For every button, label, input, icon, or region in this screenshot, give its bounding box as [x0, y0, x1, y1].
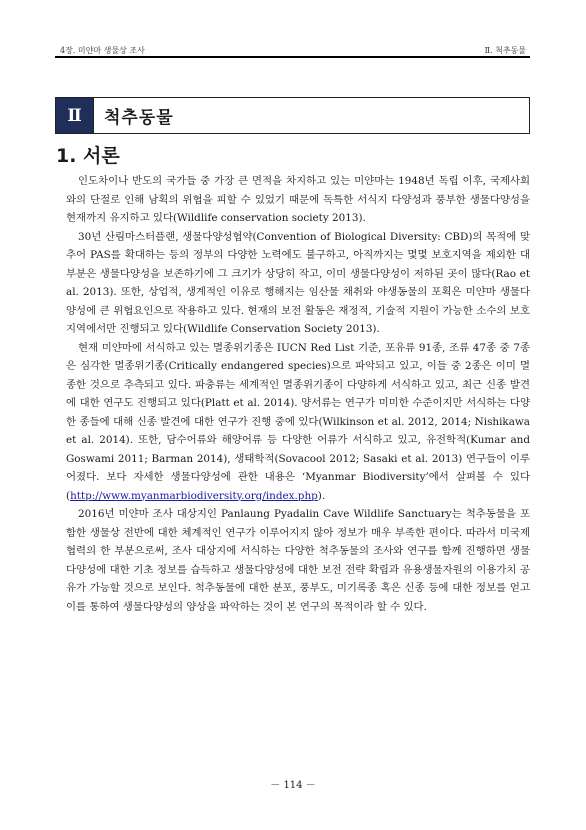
paragraph: 2016년 미얀마 조사 대상지인 Panlaung Pyadalin Cave Wildlife Sanctuary는 척추동물을 포함한 생물상 전반에 대한 체계적인 연구가 이루어지지 않아 정보가 매우 부족한 편이다. 따라서 미국제협력의 한 부분으로써, 조사 대상지에 서식하는 다양한 척추동물의 조사와 연구를 함께 진행하면 생물다양성에 대한 기초 정보를 습득하고 생물다양성에 대한 보전 전략 확립과 유용생물자원의 이용가치 공유가 가능할 것으로 보인다. 척추동물에 대한 분포, 풍부도, 미기록종 혹은 신종 등에 대한 정보를 얻고 이를 통하여 생물다양성의 양상을 파악하는 것이 본 연구의 목적이라 할 수 있다. [66, 508, 530, 613]
paragraph-text: 현재 미얀마에 서식하고 있는 멸종위기종은 IUCN Red List 기준, 포유류 91종, 조류 47종 중 7종은 심각한 멸종위기종(Critically endangered species)으로 파악되고 있고, 이들 중 2종은 이미 멸종한 것으로 추측되고 있다. 파충류는 세계적인 멸종위기종이 다양하게 서식하고 있고, 최근 신종 발견에 대한 연구도 진행되고 있다(Platt et al. 2014). 양서류는 연구가 미미한 수준이지만 서식하는 다양한 종들에 대해 신종 발견에 대한 연구가 진행 중에 있다(Wilkinson et al. 2012, 2014; Nishikawa et al. 2014). 또한, 담수어류와 해양어류 등 다양한 어류가 서식하고 있고, 유전학적(Kumar and Goswami 2011; Barman 2014), 생태학적(Sovacool 2012; Sasaki et al. 2013) 연구들이 이루어졌다. 보다 자세한 생물다양성에 관한 내용은 ‘Myanmar Biodiversity’에서 살펴볼 수 있다( [66, 341, 530, 502]
chapter-heading [55, 97, 530, 134]
paragraph: 30년 산림마스터플랜, 생물다양성협약(Convention of Biological Diversity: CBD)의 목적에 맞추어 PAS를 확대하는 등의 정부의 다양한 노력에도 불구하고, 아직까지는 몇몇 보호지역을 제외한 대부분은 생물다양성을 보존하기에 그 크기가 상당히 작고, 이미 생물다양성이 저하된 곳이 많다(Rao et al. 2013). 또한, 상업적, 생계적인 이유로 행해지는 임산물 채취와 야생동물의 포획은 미얀마 생물다양성에 큰 위협요인으로 작용하고 있다. 현재의 보전 활동은 재정적, 기술적 지원이 가능한 소수의 보호지역에서만 진행되고 있다(Wildlife Conservation Society 2013). [66, 230, 530, 335]
header-section: Ⅱ. 척추동물 [484, 46, 526, 55]
header-rule [55, 56, 530, 58]
chapter-title: 척추동물 [104, 108, 174, 128]
body-text [66, 172, 530, 616]
header-chapter: 4장. 미얀마 생물상 조사 [60, 46, 145, 55]
chapter-number: Ⅱ [56, 98, 94, 133]
biodiversity-link[interactable]: http://www.myanmarbiodiversity.org/index.php [70, 489, 318, 502]
section-title: 1. 서론 [56, 145, 120, 167]
paragraph [66, 339, 530, 506]
running-header [60, 36, 526, 56]
page-number: － 114 － [270, 780, 316, 791]
paragraph: 인도차이나 반도의 국가들 중 가장 큰 면적을 차지하고 있는 미얀마는 1948년 독립 이후, 국제사회와의 단절로 인해 남획의 위협을 피할 수 있었기 때문에 독특한 서식지 다양성과 풍부한 생물다양성을 현재까지 유지하고 있다(Wildlife conservation society 2013). [66, 175, 530, 224]
paragraph-text-end: ). [317, 489, 326, 502]
